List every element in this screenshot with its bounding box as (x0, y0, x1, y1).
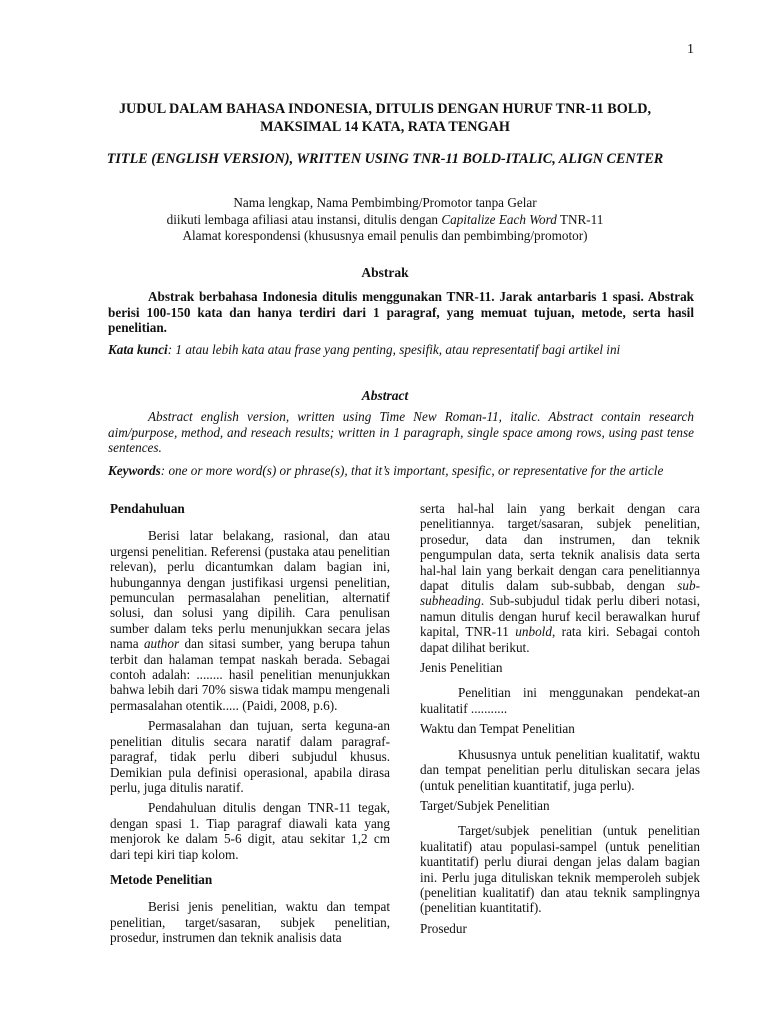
author-names: Nama lengkap, Nama Pembimbing/Promotor tanpa Gelar (233, 195, 537, 210)
right-column (420, 501, 700, 946)
keywords-label: Keywords (108, 463, 161, 478)
affiliation-text: diikuti lembaga afiliasi atau instansi, ditulis dengan (166, 211, 442, 227)
subheading-jenis-penelitian: Jenis Penelitian (420, 660, 503, 676)
paragraph-waktu-tempat: Khususnya untuk penelitian kualitatif, waktu dan tempat penelitian perlu dituliskan secara jelas (untuk penelitian kuantitatif, juga perlu). (420, 746, 700, 793)
author-affiliation (100, 212, 670, 229)
page-number: 1 (687, 42, 694, 57)
abstract-body: Abstract english version, written using Time New Roman-11, italic. Abstract contain research aim/purpose, method, and reseach results; written in 1 paragraph, single space among rows, using past tense sentences. (108, 409, 694, 455)
subheading-prosedur: Prosedur (420, 920, 467, 936)
p1-author-italic: author (143, 636, 180, 652)
title-indonesian: JUDUL DALAM BAHASA INDONESIA, DITULIS DENGAN HURUF TNR-11 BOLD, MAKSIMAL 14 KATA, RATA TENGAH (118, 101, 652, 135)
abstrak-heading: Abstrak (361, 265, 409, 280)
rp1-text-a: serta hal-hal lain yang berkait dengan cara penelitiannya. target/sasaran, subjek penelitian, prosedur, data dan instrumen, dan teknik pengumpulan data, serta teknik analisis data serta hal-hal lain yang berkait dengan cara penelitiannya dapat ditulis dalam sub-subbab, dengan (420, 501, 700, 594)
subheading-target-subjek: Target/Subjek Penelitian (420, 797, 550, 813)
kata-kunci-text: : 1 atau lebih kata atau frase yang penting, spesifik, atau representatif bagi artikel ini (167, 342, 621, 357)
affiliation-italic: Capitalize Each Word (441, 211, 557, 227)
p1-text-c: dan sitasi sumber, yang berupa tahun terbit dan halaman tempat naskah berada. Sebagai contoh adalah: ........ hasil penelitian menunjukkan bahwa lebih dari 70% siswa tidak mampu mengenali permasalahan otentik..... (Paidi, 2008, p.6). (110, 636, 390, 713)
author-correspondence: Alamat korespondensi (khususnya email penulis dan pembimbing/promotor) (182, 228, 588, 243)
heading-pendahuluan: Pendahuluan (110, 501, 185, 516)
author-block (100, 195, 670, 245)
rp1-italic-subheading: sub-subheading (420, 578, 700, 609)
paragraph-pendahuluan-2: Permasalahan dan tujuan, serta keguna-an penelitian ditulis secara naratif dalam paragraf-paragraf, tidak perlu diberi subjudul khusus. Demikian pula definisi operasional, apabila dirasa perlu, juga ditulis naratif. (110, 718, 390, 795)
title-english: TITLE (ENGLISH VERSION), WRITTEN USING TNR-11 BOLD-ITALIC, ALIGN CENTER (106, 151, 664, 167)
heading-metode-penelitian: Metode Penelitian (110, 871, 213, 887)
paragraph-jenis-penelitian: Penelitian ini menggunakan pendekat-an kualitatif ........... (420, 685, 700, 716)
kata-kunci (108, 342, 694, 358)
keywords (108, 463, 694, 479)
paragraph-pendahuluan-3: Pendahuluan ditulis dengan TNR-11 tegak, dengan spasi 1. Tiap paragraf diawali kata yang menjorok ke dalam 5-6 digit, atau sekitar 1,2 cm dari tepi kiri tiap kolom. (110, 800, 390, 862)
rp1-italic-unbold: unbold (515, 624, 552, 640)
paragraph-pendahuluan-1 (110, 528, 390, 713)
rp1-text-c: . Sub-subjudul tidak perlu diberi notasi, namun ditulis dengan huruf kecil berawalkan huruf kapital, TNR-11 (420, 593, 700, 640)
keywords-text: : one or more word(s) or phrase(s), that it’s important, spesific, or representative for the article (160, 463, 664, 478)
subheading-waktu-tempat: Waktu dan Tempat Penelitian (420, 721, 575, 737)
abstrak-body: Abstrak berbahasa Indonesia ditulis menggunakan TNR-11. Jarak antarbaris 1 spasi. Abstrak berisi 100-150 kata dan hanya terdiri dari 1 paragraf, yang memuat tujuan, metode, serta hasil penelitian. (108, 289, 694, 335)
left-column (110, 501, 390, 951)
abstract-heading: Abstract (361, 388, 409, 403)
paragraph-metode-continued (420, 501, 700, 655)
paragraph-target-subjek: Target/subjek penelitian (untuk penelitian kualitatif) atau populasi-sampel (untuk penelitian kuantitatif) perlu diurai dengan jelas dalam bagian ini. Perlu juga dituliskan teknik memperoleh subjek (penelitian kualitatif) dan atau teknik samplingnya (penelitian kuantitatif). (420, 823, 700, 916)
paragraph-metode-1: Berisi jenis penelitian, waktu dan tempat penelitian, target/sasaran, subjek penelitian, prosedur, instrumen dan teknik analisis data (110, 899, 390, 946)
rp1-text-e: , rata kiri. Sebagai contoh dapat dilihat berikut. (420, 624, 700, 655)
p1-text-a: Berisi latar belakang, rasional, dan atau urgensi penelitian. Referensi (pustaka atau penelitian relevan), perlu dicantumkan dalam bagian ini, hubungannya dengan justifikasi urgensi penelitian, pemunculan permasalahan penelitian, alternatif solusi, dan solusi yang dipilih. Cara penulisan sumber dalam teks perlu menunjukkan secara jelas nama (110, 528, 390, 652)
kata-kunci-label: Kata kunci (108, 342, 168, 357)
affiliation-font: TNR-11 (556, 211, 604, 227)
